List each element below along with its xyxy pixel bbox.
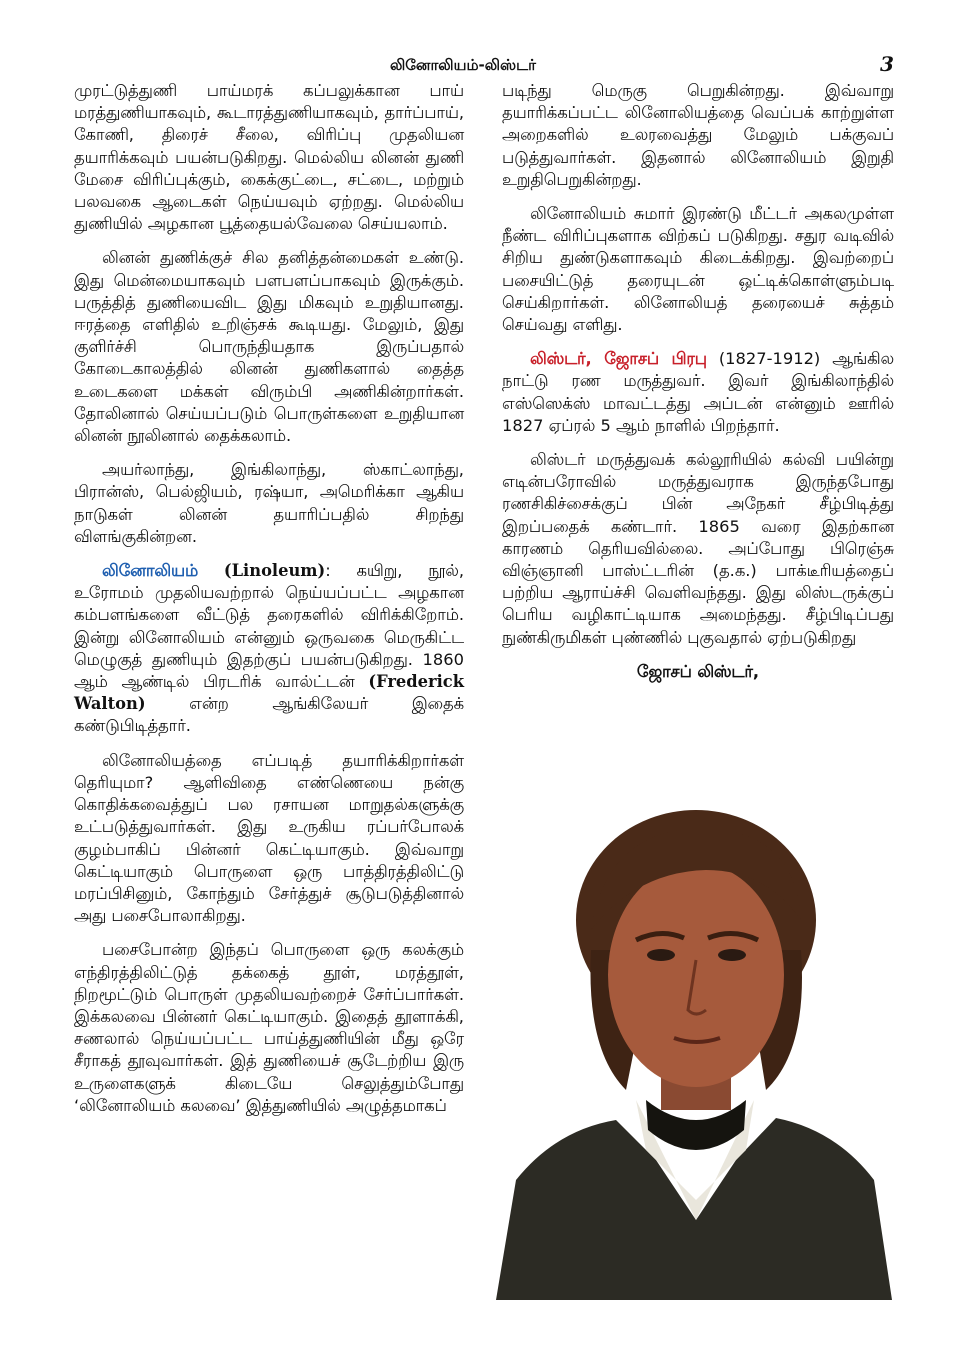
paragraph: லிஸ்டர் மருத்துவக் கல்லூரியில் கல்வி பயின்று எடின்பரோவில் மருத்துவராக இருந்தபோது ரணசிகிச்சைக்குப் பின் அநேகர் சீழ்பிடித்து இறப்பதைக் கண்டார். 1865 வரை இதற்கான காரணம் தெரியவில்லை. அப்போது பிரெஞ்சு விஞ்ஞானி பாஸ்ட்டரின் (த.க.) பாக்டீரியத்தைப் பற்றிய ஆராய்ச்சி வெளிவந்தது. இது லிஸ்டருக்குப் பெரிய வழிகாட்டியாக அமைந்தது. சீழ்பிடிப்பது நுண்கிருமிகள் புண்ணில் புகுவதால் ஏற்படுகிறது bbox=[502, 450, 894, 647]
lister-entry bbox=[502, 348, 894, 437]
right-column bbox=[502, 80, 894, 683]
paragraph: அயர்லாந்து, இங்கிலாந்து, ஸ்காட்லாந்து, பிரான்ஸ், பெல்ஜியம், ரஷ்யா, அமெரிக்கா ஆகிய நாடுகள் லினன் தயாரிப்பதில் சிறந்து விளங்குகின்றன. bbox=[74, 460, 464, 546]
paragraph: படிந்து மெருகு பெறுகின்றது. இவ்வாறு தயாரிக்கப்பட்ட லினோலியத்தை வெப்பக் காற்றுள்ள அறைகளில் உலரவைத்து மேலும் பக்குவப் படுத்துவார்கள். இதனால் லினோலியம் இறுதி உறுதிபெறுகின்றது. bbox=[502, 81, 894, 189]
entry-term-linoleum: லினோலியம் bbox=[102, 561, 199, 581]
entry-text: (1827-1912) ஆங்கில நாட்டு ரண மருத்துவர். இவர் இங்கிலாந்தில் எஸ்ஸெக்ஸ் மாவட்டத்து அப்டன் என்னும் ஊரில் 1827 ஏப்ரல் 5 ஆம் நாளில் பிறந்தார். bbox=[502, 349, 894, 435]
entry-term-lister: லிஸ்டர், ஜோசப் பிரபு bbox=[530, 349, 707, 369]
page-number: 3 bbox=[880, 52, 894, 76]
face bbox=[608, 863, 784, 1087]
linoleum-entry bbox=[74, 560, 464, 738]
eye-left bbox=[647, 949, 675, 961]
entry-term-english: (Linoleum) bbox=[223, 561, 326, 581]
inventor-name-english: (Frederick Walton) bbox=[74, 672, 464, 714]
paragraph: லினோலியம் சுமார் இரண்டு மீட்டர் அகலமுள்ள நீண்ட விரிப்புகளாக விற்கப் படுகிறது. சதுர வடிவில் சிறிய துண்டுகளாகவும் கிடைக்கிறது. இவற்றைப் பசையிட்டுத் தரையுடன் ஒட்டிக்கொள்ளும்படி செய்கிறார்கள். லினோலியத் தரையைச் சுத்தம் செய்வது எளிது. bbox=[502, 204, 894, 335]
entry-text: என்ற ஆங்கிலேயர் இதைக் கண்டுபிடித்தார். bbox=[74, 694, 464, 736]
eye-right bbox=[718, 949, 746, 961]
portrait-image bbox=[496, 800, 892, 1300]
paragraph: முரட்டுத்துணி பாய்மரக் கப்பலுக்கான பாய் மரத்துணியாகவும், கூடாரத்துணியாகவும், தார்ப்பாய், கோணி, திரைச் சீலை, விரிப்பு முதலியன தயாரிக்கவும் பயன்படுகிறது. மெல்லிய லினன் துணி மேசை விரிப்புக்கும், கைக்குட்டை, சட்டை, மற்றும் பலவகை ஆடைகள் நெய்யவும் ஏற்றது. மெல்லிய துணியில் அழகான பூத்தையல்வேலை செய்யலாம். bbox=[74, 81, 464, 234]
paragraph: லினன் துணிக்குச் சில தனித்தன்மைகள் உண்டு. இது மென்மையாகவும் பளபளப்பாகவும் இருக்கும். பருத்தித் துணியைவிட இது மிகவும் உறுதியானது. ஈரத்தை எளிதில் உறிஞ்சக் கூடியது. மேலும், இது குளிர்ச்சி பொருந்தியதாக இருப்பதால் கோடைகாலத்தில் லினன் துணிகளால் தைத்த உடைகளை மக்கள் விரும்பி அணிகின்றார்கள். தோலினால் செய்யப்படும் பொருள்களை உறுதியான லினன் நூலினால் தைக்கலாம். bbox=[74, 248, 464, 446]
left-column bbox=[74, 80, 464, 1129]
running-title: லினோலியம்-லிஸ்டர் bbox=[390, 56, 536, 74]
paragraph: பசைபோன்ற இந்தப் பொருளை ஒரு கலக்கும் எந்திரத்திலிட்டுத் தக்கைத் தூள், மரத்தூள், நிறமூட்டும் பொருள் முதலியவற்றைச் சேர்ப்பார்கள். இக்கலவை பின்னர் கெட்டியாகும். இதைத் தூளாக்கி, சணலால் நெய்யப்பட்ட பாய்த்துணியின் மீது ஒரே சீராகத் தூவுவார்கள். இத் துணியைச் சூடேற்றிய இரு உருளைகளுக் கிடையே செலுத்தும்போது ‘லினோலியம் கலவை’ இத்துணியில் அழுத்தமாகப் bbox=[74, 940, 464, 1115]
entry-text: : கயிறு, நூல், உரோமம் முதலியவற்றால் நெய்யப்பட்ட அழகான கம்பளங்களை வீட்டுத் தரைகளில் விரிக்கிறோம். இன்று லினோலியம் என்னும் ஒருவகை மெருகிட்ட மெழுகுத் துணியும் இதற்குப் பயன்படுகிறது. 1860 ஆம் ஆண்டில் பிரடரிக் வால்ட்டன் bbox=[74, 561, 464, 692]
portrait-caption: ஜோசப் லிஸ்டர், bbox=[636, 661, 760, 681]
paragraph: லினோலியத்தை எப்படித் தயாரிக்கிறார்கள் தெரியுமா? ஆளிவிதை எண்ணெயை நன்கு கொதிக்கவைத்துப் பல ரசாயன மாறுதல்களுக்கு உட்படுத்துவார்கள். இது உருகிய ரப்பர்போலக் குழம்பாகிப் பின்னர் கெட்டியாகும். இவ்வாறு கெட்டியாகும் பொருளை ஒரு பாத்திரத்திலிட்டு மரப்பிசினும், கோந்தும் சேர்த்துச் சூடுபடுத்தினால் அது பசைபோலாகிறது. bbox=[74, 750, 464, 926]
